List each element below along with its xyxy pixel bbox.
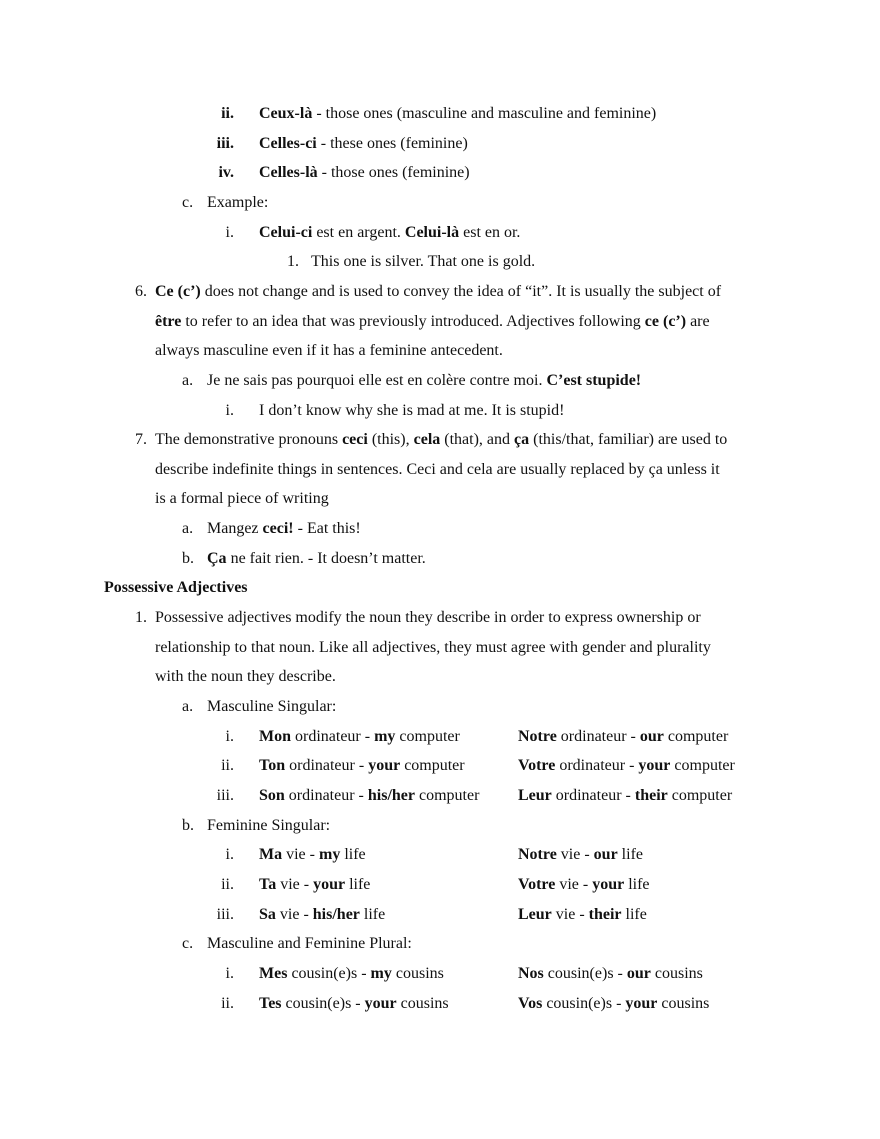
text: is a formal piece of writing bbox=[155, 490, 329, 508]
text: computer bbox=[670, 757, 735, 775]
line-text bbox=[259, 396, 564, 426]
bold-text: Mon bbox=[259, 727, 291, 745]
text: ordinateur - bbox=[556, 727, 640, 745]
text: always masculine even if it has a feminine antecedent. bbox=[155, 342, 503, 360]
list-item bbox=[0, 900, 880, 930]
plural-form-text bbox=[518, 840, 643, 870]
line-text bbox=[155, 425, 727, 455]
line-text bbox=[259, 989, 449, 1019]
bold-text: ceci! bbox=[262, 520, 294, 538]
text: Possessive adjectives modify the noun they describe in order to express ownership or bbox=[155, 609, 701, 627]
plural-form-text bbox=[518, 751, 735, 781]
text: Je ne sais pas pourquoi elle est en colère contre moi. bbox=[207, 371, 547, 389]
text: life bbox=[359, 905, 386, 923]
bold-text: my bbox=[374, 727, 396, 745]
text: are bbox=[686, 312, 710, 330]
line-text bbox=[207, 188, 268, 218]
list-item bbox=[0, 662, 880, 692]
text: est en argent. bbox=[312, 223, 405, 241]
text: computer bbox=[400, 757, 465, 775]
text: vie - bbox=[556, 846, 594, 864]
bold-text: ça bbox=[514, 431, 530, 449]
text: I don’t know why she is mad at me. It is stupid! bbox=[259, 401, 565, 419]
text: life bbox=[624, 875, 650, 893]
bold-text: his/her bbox=[367, 786, 415, 804]
bold-text: your bbox=[625, 994, 658, 1012]
text: cousin(e)s - bbox=[542, 994, 626, 1012]
list-marker: i. bbox=[225, 401, 234, 419]
list-item bbox=[0, 455, 880, 485]
text: ordinateur - bbox=[285, 757, 369, 775]
bold-text: Celui-là bbox=[404, 223, 460, 241]
bold-text: Vos bbox=[518, 994, 543, 1012]
text: does not change and is used to convey the idea of “it”. It is usually the subject of bbox=[200, 282, 722, 300]
line-text bbox=[155, 603, 701, 633]
list-marker: iii. bbox=[216, 905, 234, 923]
text: (that), and bbox=[440, 431, 515, 449]
line-text bbox=[155, 277, 721, 307]
list-item bbox=[0, 336, 880, 366]
text: life bbox=[345, 875, 371, 893]
line-text bbox=[259, 781, 479, 811]
text: This one is silver. That one is gold. bbox=[311, 253, 536, 271]
list-item bbox=[0, 929, 880, 959]
line-text bbox=[155, 336, 503, 366]
text: life bbox=[621, 905, 647, 923]
bold-text: Tes bbox=[259, 994, 282, 1012]
list-marker: c. bbox=[182, 935, 194, 953]
line-text bbox=[155, 307, 710, 337]
plural-form-text bbox=[518, 989, 709, 1019]
bold-text: Ta bbox=[259, 875, 277, 893]
list-item bbox=[0, 218, 880, 248]
text: - these ones (feminine) bbox=[316, 134, 468, 152]
list-item bbox=[0, 277, 880, 307]
line-text bbox=[259, 218, 520, 248]
line-text bbox=[311, 247, 535, 277]
list-item bbox=[0, 247, 880, 277]
plural-form-text bbox=[518, 900, 647, 930]
line-text bbox=[207, 514, 361, 544]
list-item bbox=[0, 396, 880, 426]
list-item bbox=[0, 514, 880, 544]
bold-text: Ce (c’) bbox=[155, 282, 201, 300]
bold-text: your bbox=[368, 757, 401, 775]
line-text bbox=[259, 99, 656, 129]
bold-text: Leur bbox=[518, 905, 552, 923]
text: computer bbox=[415, 786, 480, 804]
list-marker: a. bbox=[182, 698, 194, 715]
bold-text: my bbox=[318, 846, 341, 864]
text: Mangez bbox=[207, 520, 263, 538]
list-marker: b. bbox=[182, 549, 194, 567]
line-text bbox=[259, 900, 385, 930]
list-marker: a. bbox=[182, 520, 194, 538]
section-heading bbox=[0, 573, 880, 603]
list-item bbox=[0, 129, 880, 159]
text: relationship to that noun. Like all adjectives, they must agree with gender and plurality bbox=[155, 638, 711, 656]
line-text bbox=[207, 811, 330, 841]
plural-form-text bbox=[518, 781, 732, 811]
text: vie - bbox=[282, 846, 319, 864]
text: life bbox=[617, 846, 643, 864]
line-text bbox=[259, 870, 370, 900]
text: describe indefinite things in sentences. Ceci and cela are usually replaced by ça unless it bbox=[155, 460, 720, 478]
bold-text: Celles-ci bbox=[259, 134, 317, 152]
list-marker: iii. bbox=[216, 134, 234, 152]
list-item bbox=[0, 811, 880, 841]
list-marker: ii. bbox=[221, 994, 234, 1012]
bold-text: your bbox=[364, 994, 397, 1012]
text: vie - bbox=[555, 875, 593, 893]
text: (this/that, familiar) are used to bbox=[529, 431, 728, 449]
bold-text: our bbox=[593, 846, 618, 864]
list-item bbox=[0, 722, 880, 752]
bold-text: Leur bbox=[518, 786, 552, 804]
line-text bbox=[104, 573, 248, 603]
bold-text: our bbox=[626, 964, 651, 982]
bold-text: Notre bbox=[518, 846, 557, 864]
text: cousins bbox=[657, 994, 710, 1012]
list-item bbox=[0, 603, 880, 633]
text: cousin(e)s - bbox=[287, 964, 371, 982]
bold-text: our bbox=[639, 727, 664, 745]
list-item bbox=[0, 959, 880, 989]
line-text bbox=[259, 959, 444, 989]
list-item bbox=[0, 840, 880, 870]
list-marker: a. bbox=[182, 371, 194, 389]
line-text bbox=[207, 366, 641, 396]
text: cousins bbox=[650, 964, 703, 982]
bold-text: Celui-ci bbox=[259, 223, 313, 241]
text: ne fait rien. - It doesn’t matter. bbox=[226, 549, 426, 567]
bold-text: ceci bbox=[342, 431, 368, 449]
text: vie - bbox=[276, 875, 314, 893]
bold-text: their bbox=[634, 786, 668, 804]
bold-text: Son bbox=[259, 786, 285, 804]
bold-text: your bbox=[592, 875, 625, 893]
list-marker: b. bbox=[182, 816, 194, 834]
text: - those ones (feminine) bbox=[317, 164, 470, 182]
bold-text: their bbox=[588, 905, 622, 923]
line-text bbox=[155, 484, 329, 514]
text: computer bbox=[663, 727, 729, 745]
text: ordinateur - bbox=[551, 786, 635, 804]
bold-text: Mes bbox=[259, 964, 288, 982]
bold-text: C’est stupide! bbox=[546, 371, 642, 389]
bold-text: his/her bbox=[312, 905, 360, 923]
text: cousins bbox=[391, 964, 444, 982]
list-item bbox=[0, 366, 880, 396]
bold-text: my bbox=[370, 964, 392, 982]
list-item bbox=[0, 544, 880, 574]
text: computer bbox=[395, 727, 460, 745]
list-marker: ii. bbox=[221, 757, 234, 775]
list-item bbox=[0, 158, 880, 188]
line-text bbox=[259, 840, 366, 870]
bold-text: Notre bbox=[518, 727, 557, 745]
bold-text: cela bbox=[413, 431, 441, 449]
text: (this), bbox=[367, 431, 414, 449]
line-text bbox=[155, 662, 336, 692]
line-text bbox=[207, 544, 426, 574]
bold-text: Votre bbox=[518, 757, 556, 775]
bold-text: your bbox=[638, 757, 671, 775]
text: Masculine and Feminine Plural: bbox=[207, 935, 412, 953]
list-marker: 6. bbox=[135, 282, 147, 300]
list-marker: 1. bbox=[135, 609, 147, 627]
plural-form-text bbox=[518, 722, 728, 752]
line-text bbox=[259, 129, 468, 159]
line-text bbox=[259, 722, 460, 752]
line-text bbox=[207, 692, 336, 722]
bold-text: Ton bbox=[259, 757, 286, 775]
bold-text: Ceux-là bbox=[259, 105, 313, 122]
list-marker: i. bbox=[225, 964, 234, 982]
list-item bbox=[0, 751, 880, 781]
text: - those ones (masculine and masculine and feminine) bbox=[312, 105, 657, 122]
bold-text: Nos bbox=[518, 964, 544, 982]
list-item bbox=[0, 781, 880, 811]
text: Example: bbox=[207, 193, 269, 211]
text: vie - bbox=[275, 905, 313, 923]
text: cousins bbox=[396, 994, 449, 1012]
list-item bbox=[0, 692, 880, 722]
text: cousin(e)s - bbox=[281, 994, 365, 1012]
list-marker: i. bbox=[225, 727, 234, 745]
text: vie - bbox=[551, 905, 589, 923]
text: Masculine Singular: bbox=[207, 698, 337, 715]
text: ordinateur - bbox=[555, 757, 639, 775]
bold-text: Possessive Adjectives bbox=[104, 579, 248, 597]
plural-form-text bbox=[518, 959, 703, 989]
list-item bbox=[0, 870, 880, 900]
text: with the noun they describe. bbox=[155, 668, 336, 686]
bold-text: ce (c’) bbox=[644, 312, 687, 330]
list-marker: i. bbox=[225, 223, 234, 241]
list-item bbox=[0, 425, 880, 455]
bold-text: Sa bbox=[259, 905, 276, 923]
list-item bbox=[0, 484, 880, 514]
list-item bbox=[0, 307, 880, 337]
line-text bbox=[259, 751, 465, 781]
line-text bbox=[259, 158, 470, 188]
list-marker: ii. bbox=[221, 105, 234, 122]
line-text bbox=[155, 455, 720, 485]
list-marker: 1. bbox=[287, 253, 299, 271]
bold-text: Ma bbox=[259, 846, 283, 864]
line-text bbox=[155, 633, 711, 663]
plural-form-text bbox=[518, 870, 650, 900]
list-marker: ii. bbox=[221, 875, 234, 893]
list-marker: iv. bbox=[218, 164, 234, 182]
text: Feminine Singular: bbox=[207, 816, 331, 834]
list-item bbox=[0, 633, 880, 663]
bold-text: Votre bbox=[518, 875, 556, 893]
list-marker: c. bbox=[182, 193, 194, 211]
list-marker: i. bbox=[225, 846, 234, 864]
list-item bbox=[0, 989, 880, 1019]
text: ordinateur - bbox=[291, 727, 375, 745]
text: to refer to an idea that was previously introduced. Adjectives following bbox=[181, 312, 645, 330]
text: cousin(e)s - bbox=[543, 964, 627, 982]
bold-text: your bbox=[313, 875, 346, 893]
list-item bbox=[0, 188, 880, 218]
bold-text: Celles-là bbox=[259, 164, 318, 182]
text: computer bbox=[667, 786, 733, 804]
text: life bbox=[340, 846, 366, 864]
bold-text: être bbox=[155, 312, 182, 330]
list-marker: iii. bbox=[216, 786, 234, 804]
text: est en or. bbox=[459, 223, 521, 241]
bold-text: Ça bbox=[207, 549, 227, 567]
list-marker: 7. bbox=[135, 431, 147, 449]
line-text bbox=[207, 929, 412, 959]
list-item bbox=[0, 99, 880, 129]
text: ordinateur - bbox=[284, 786, 368, 804]
text: The demonstrative pronouns bbox=[155, 431, 343, 449]
text: - Eat this! bbox=[293, 520, 361, 538]
